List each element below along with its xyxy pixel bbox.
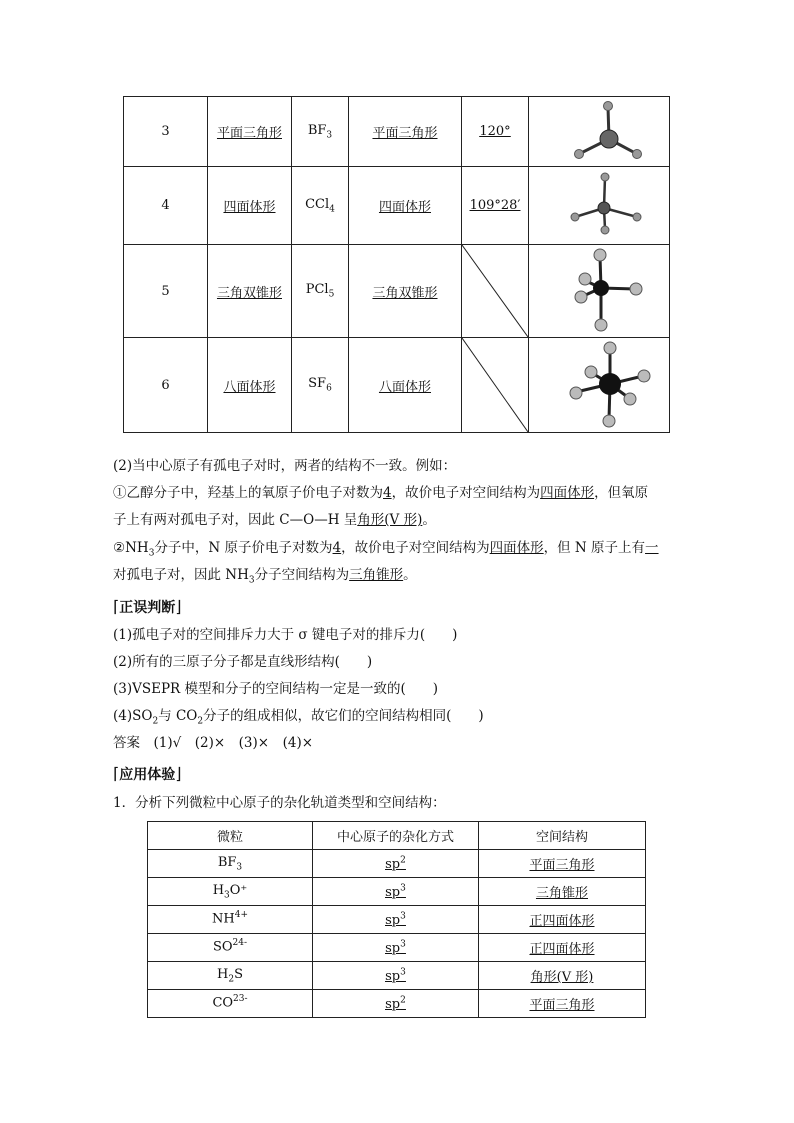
judgement-3: (3)VSEPR 模型和分子的空间结构一定是一致的( ): [113, 681, 439, 697]
question-1: 1．分析下列微粒中心原子的杂化轨道类型和空间结构：: [113, 795, 446, 811]
judgement-2: (2)所有的三原子分子都是直线形结构( ): [113, 654, 373, 670]
hybridization: $sp^3$: [313, 934, 479, 962]
paragraph-nh3-2: 对孤电子对，因此 $NH_3$分子空间结构为三角锥形。: [113, 567, 417, 586]
table-row: [148, 878, 646, 906]
pair-count: 4: [124, 167, 208, 245]
shape: 平面三角形: [479, 850, 646, 878]
particle: $H_3O^+$: [148, 878, 313, 906]
vsepr-model: 三角双锥形: [216, 285, 282, 301]
shape: 平面三角形: [479, 990, 646, 1018]
hybridization: $sp^3$: [313, 878, 479, 906]
molecule-formula: $SF_6$: [292, 338, 349, 433]
molecular-shape: 三角双锥形: [372, 285, 438, 301]
vsepr-model: 平面三角形: [216, 126, 282, 141]
table-row: [124, 167, 670, 245]
paragraph-ethanol-2: 子上有两对孤电子对，因此 C—O—H 呈角形(V 形)。: [113, 512, 436, 528]
hybridization: $sp^3$: [313, 906, 479, 934]
paragraph-lone-pair-intro: (2)当中心原子有孤电子对时，两者的结构不一致。例如：: [113, 458, 457, 474]
pair-count: 3: [124, 97, 208, 167]
table-row: [148, 962, 646, 990]
molecule-formula: CCl$_4$: [292, 167, 349, 245]
section-heading-application: ⌈应用体验⌋: [113, 764, 182, 783]
hybridization: $sp^2$: [313, 850, 479, 878]
table-row: [124, 97, 670, 167]
molecular-shape: 八面体形: [378, 379, 431, 395]
table-header-row: [148, 822, 646, 850]
bond-angle: 120°: [479, 124, 511, 139]
table-row: [124, 245, 670, 338]
judgement-1: (1)孤电子对的空间排斥力大于 σ 键电子对的排斥力( ): [113, 627, 458, 643]
table-row: [148, 990, 646, 1018]
empty-cell: [462, 245, 529, 338]
vsepr-model: 八面体形: [223, 379, 276, 395]
particle: $SO^{24-}$: [148, 934, 313, 962]
molecular-shape: 四面体形: [378, 200, 431, 215]
octahedral-model: [529, 338, 670, 433]
header-particle: 微粒: [148, 822, 313, 850]
shape: 三角锥形: [479, 878, 646, 906]
table-row: [124, 338, 670, 433]
hybridization: $sp^3$: [313, 962, 479, 990]
table-row: [148, 934, 646, 962]
paragraph-ethanol-1: ①乙醇分子中，羟基上的氧原子价电子对数为4，故价电子对空间结构为四面体形，但氧原: [113, 485, 649, 501]
header-shape: 空间结构: [479, 822, 646, 850]
molecule-formula: PCl$_5$: [292, 245, 349, 338]
section-heading-true-false: ⌈正误判断⌋: [113, 597, 182, 616]
planar-trigonal-model: [529, 97, 670, 167]
shape: 正四面体形: [479, 906, 646, 934]
molecular-shape: 平面三角形: [372, 126, 438, 141]
tetrahedral-model: [529, 167, 670, 245]
particle: $H_2S$: [148, 962, 313, 990]
particle: $NH^{4+}$: [148, 906, 313, 934]
particle: $BF_3$: [148, 850, 313, 878]
judgement-4: $(4)SO_2$与 $CO_2$分子的组成相似，故它们的空间结构相同( ): [113, 708, 484, 727]
shape: 正四面体形: [479, 934, 646, 962]
vsepr-table: [123, 96, 670, 433]
particle: $CO^{23-}$: [148, 990, 313, 1018]
trigonal-bipyramidal-model: [529, 245, 670, 338]
bond-angle: 109°28′: [469, 198, 521, 213]
table-row: [148, 906, 646, 934]
answer-line: 答案 (1)√ (2)× (3)× (4)×: [113, 735, 314, 751]
paragraph-nh3-1: $②NH_3$分子中，N 原子价电子对数为4，故价电子对空间结构为四面体形，但 N 原子上有一: [113, 540, 659, 559]
header-hybridization: 中心原子的杂化方式: [313, 822, 479, 850]
vsepr-model: 四面体形: [223, 200, 276, 215]
pair-count: 6: [124, 338, 208, 433]
table-row: [148, 850, 646, 878]
shape: 角形(V 形): [479, 962, 646, 990]
empty-cell: [462, 338, 529, 433]
hybridization: $sp^2$: [313, 990, 479, 1018]
pair-count: 5: [124, 245, 208, 338]
hybridization-table: [147, 821, 646, 1018]
molecule-formula: $BF_3$: [292, 97, 349, 167]
